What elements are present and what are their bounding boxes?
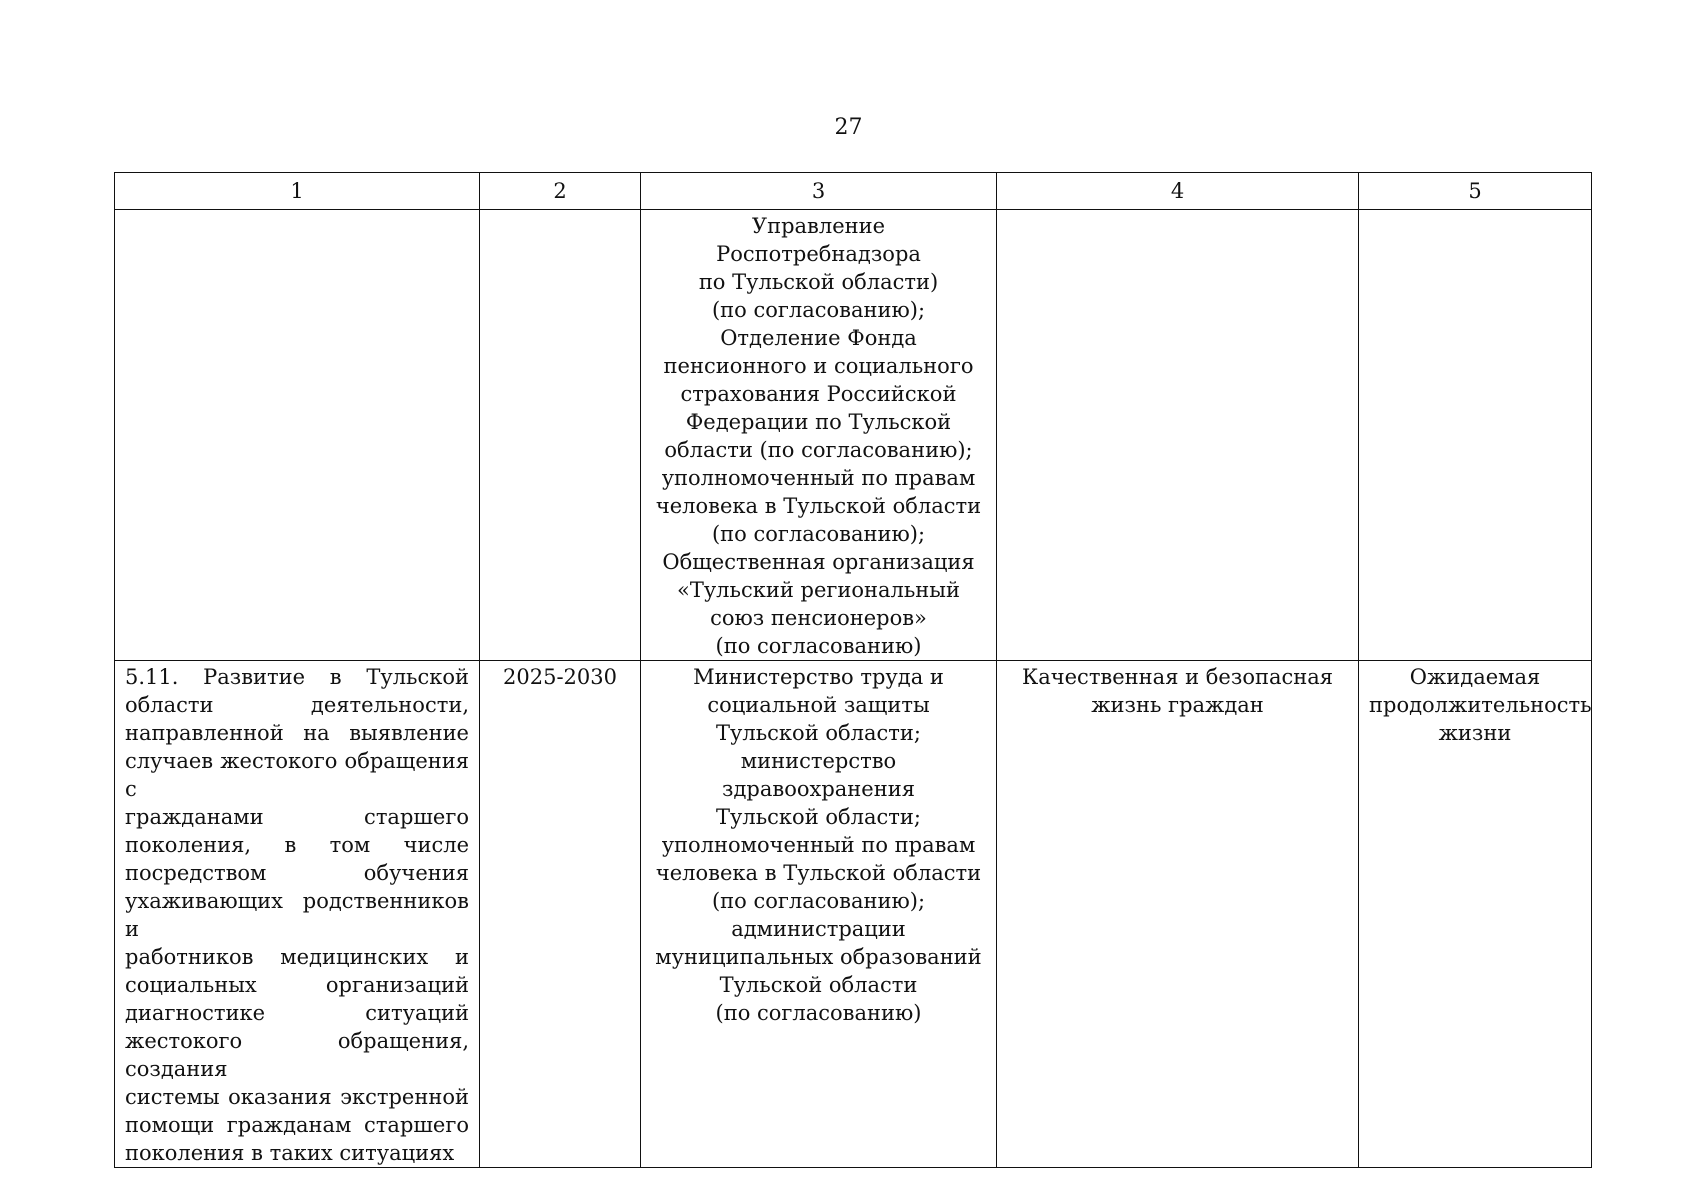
text-line: продолжительность [1369, 693, 1592, 717]
text-line: (по согласованию) [715, 1001, 922, 1025]
text-line: страхования Российской [680, 382, 957, 406]
row2-period-cell: 2025-2030 [480, 661, 641, 1168]
table-row [115, 210, 1592, 661]
text-line: пенсионного и социального [663, 354, 974, 378]
text-line: (по согласованию); [711, 889, 926, 913]
text-line: по Тульской области) [698, 270, 939, 294]
row1-col5-cell [1359, 210, 1592, 661]
text-line: жестокого обращения, создания [125, 1029, 469, 1081]
text-line: Управление Роспотребнадзора [716, 214, 921, 266]
text-line: (по согласованию); [711, 522, 926, 546]
text-line: Федерации по Тульской [685, 410, 952, 434]
text-line: системы оказания экстренной [125, 1085, 469, 1109]
row2-result-cell [997, 661, 1359, 1168]
text-line: жизнь граждан [1091, 693, 1264, 717]
text-line: работников медицинских и [125, 945, 469, 969]
row1-responsible-cell [641, 210, 997, 661]
text-line: Ожидаемая [1409, 665, 1541, 689]
text-line: человека в Тульской области [655, 494, 982, 518]
text-line: администрации [731, 917, 906, 941]
row2-indicator-cell [1359, 661, 1592, 1168]
text-line: уполномоченный по правам [661, 833, 976, 857]
text-line: области (по согласованию); [664, 438, 973, 462]
text-line: области деятельности, [125, 693, 469, 717]
plan-table [114, 172, 1592, 1168]
text-line: «Тульский региональный [676, 578, 961, 602]
column-header-5: 5 [1359, 173, 1592, 210]
text-line: Общественная организация [662, 550, 975, 574]
row2-measure-cell [115, 661, 480, 1168]
text-line: муниципальных образований [655, 945, 982, 969]
row2-responsible-cell [641, 661, 997, 1168]
column-header-1: 1 [115, 173, 480, 210]
text-line: Тульской области; [716, 805, 921, 829]
text-line: здравоохранения [722, 777, 915, 801]
text-line: случаев жестокого обращения с [125, 749, 469, 801]
row1-col2-cell [480, 210, 641, 661]
text-line: жизни [1438, 721, 1512, 745]
text-line: диагностике ситуаций [125, 1001, 469, 1025]
text-line: направленной на выявление [125, 721, 469, 745]
text-line: поколения, в том числе [125, 833, 469, 857]
text-line: посредством обучения [125, 861, 469, 885]
text-line: социальных организаций [125, 973, 469, 997]
text-line: социальной защиты [707, 693, 930, 717]
text-line: союз пенсионеров» [710, 606, 927, 630]
text-line: уполномоченный по правам [661, 466, 976, 490]
text-line: помощи гражданам старшего [125, 1113, 469, 1137]
text-line: (по согласованию); [711, 298, 926, 322]
column-header-2: 2 [480, 173, 641, 210]
text-line: Качественная и безопасная [1021, 665, 1334, 689]
row1-col1-cell [115, 210, 480, 661]
text-line: (по согласованию) [715, 634, 922, 658]
text-line: министерство [740, 749, 897, 773]
text-line: ухаживающих родственников и [125, 889, 469, 941]
text-line: гражданами старшего [125, 805, 469, 829]
text-line: Тульской области; [716, 721, 921, 745]
page-number: 27 [834, 115, 863, 140]
text-line: Отделение Фонда [720, 326, 917, 350]
column-header-4: 4 [997, 173, 1359, 210]
text-line: человека в Тульской области [655, 861, 982, 885]
row1-col4-cell [997, 210, 1359, 661]
text-line: 5.11. Развитие в Тульской [125, 665, 469, 689]
text-line: Тульской области [719, 973, 918, 997]
table-header-row [115, 173, 1592, 210]
column-header-3: 3 [641, 173, 997, 210]
text-line: Министерство труда и [693, 665, 944, 689]
table-row [115, 661, 1592, 1168]
text-line: поколения в таких ситуациях [125, 1141, 455, 1165]
